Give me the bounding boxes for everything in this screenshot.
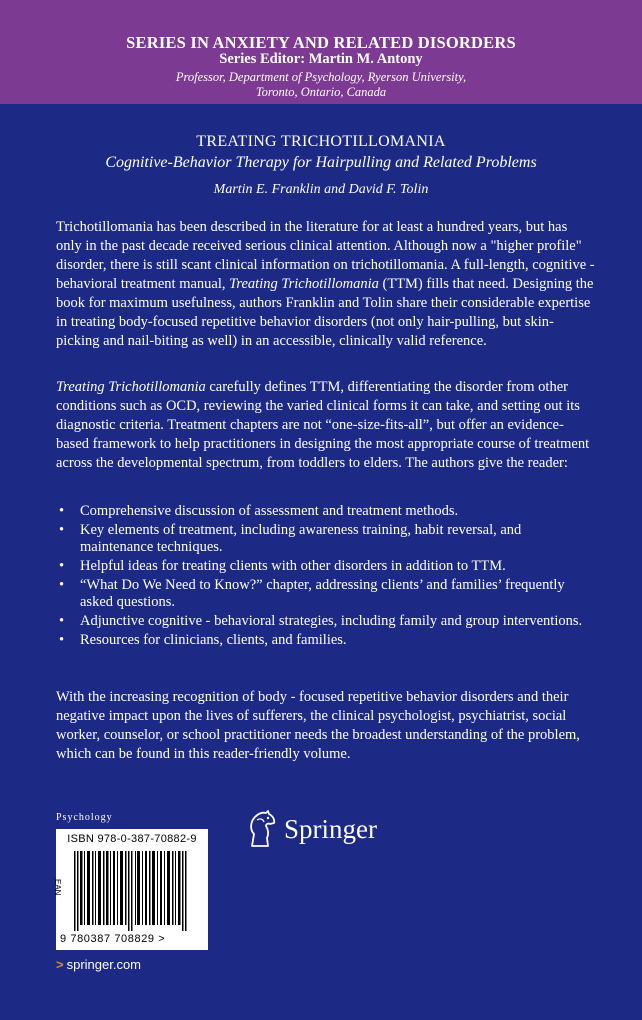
list-item xyxy=(56,503,596,520)
list-item-text: Resources for clinicians, clients, and families. xyxy=(80,632,347,648)
editor-affiliation-line1: Professor, Department of Psychology, Ryerson University, xyxy=(175,70,467,84)
bullet-icon: • xyxy=(59,632,65,648)
description-paragraph-3 xyxy=(56,688,596,764)
editor-affiliation xyxy=(0,70,642,100)
list-item xyxy=(56,577,596,611)
bullet-icon: • xyxy=(59,613,65,629)
website-link[interactable] xyxy=(56,957,141,972)
ean-label: EAN xyxy=(53,879,62,896)
website-text: springer.com xyxy=(66,957,142,972)
list-item-text: Adjunctive cognitive - behavioral strategies, including family and group interventions. xyxy=(80,613,583,629)
series-band xyxy=(0,0,642,104)
p1-book-title: Treating Trichotillomania xyxy=(229,276,379,292)
publisher-logo xyxy=(246,810,377,848)
p1-text-b: (TTM) fills that need. Designing the book for maximum usefulness, authors Franklin and Tolin share their considerable expertise in treating body-focused repetitive behavior disorders (not only hair-pulling, but skin-picking and nail-biting as well) in an accessible, clinically valid reference. xyxy=(56,276,594,349)
book-subtitle: Cognitive-Behavior Therapy for Hairpulling and Related Problems xyxy=(105,154,537,171)
list-item xyxy=(56,558,596,575)
series-editor: Series Editor: Martin M. Antony xyxy=(219,51,423,67)
description-paragraph-1 xyxy=(56,218,596,351)
isbn-text: ISBN 978-0-387-70882-9 xyxy=(67,833,197,845)
p1-text-a: Trichotillomania has been described in the literature for at least a hundred years, but has only in the past decade received serious clinical attention. Although now a "higher profile" disorder, there is still scant clinical information on trichotillomania. A full-length, cognitive - behavioral treatment manual, xyxy=(56,219,595,292)
series-title: SERIES IN ANXIETY AND RELATED DISORDERS xyxy=(126,33,516,52)
p2-text: carefully defines TTM, differentiating the disorder from other conditions such as OCD, reviewing the varied clinical forms it can take, and setting out its diagnostic criteria. Treatment chapters are not “one-size-fits-all”, but offer an evidence-based framework to help practitioners in designing the most appropriate course of treatment across the developmental spectrum, from toddlers to elders. The authors give the reader: xyxy=(56,379,590,471)
category-label: Psychology xyxy=(56,812,113,823)
list-item xyxy=(56,613,596,630)
book-authors: Martin E. Franklin and David F. Tolin xyxy=(213,182,429,197)
list-item xyxy=(56,522,596,556)
bullet-icon: • xyxy=(59,577,65,593)
list-item xyxy=(56,632,596,649)
barcode-number: 9 780387 708829 > xyxy=(60,933,166,945)
publisher-name: Springer xyxy=(284,813,377,844)
bullet-icon: • xyxy=(59,522,65,538)
list-item-text: Helpful ideas for treating clients with other disorders in addition to TTM. xyxy=(80,558,506,574)
p2-book-title: Treating Trichotillomania xyxy=(56,379,206,395)
list-item-text: Key elements of treatment, including awareness training, habit reversal, and maintenance techniques. xyxy=(80,522,522,555)
list-item-text: “What Do We Need to Know?” chapter, addressing clients’ and families’ frequently asked questions. xyxy=(80,577,565,610)
bullet-icon: • xyxy=(59,558,65,574)
chevron-right-icon: > xyxy=(56,957,64,972)
editor-affiliation-line2: Toronto, Ontario, Canada xyxy=(255,85,387,99)
p3-text: With the increasing recognition of body - focused repetitive behavior disorders and their negative impact upon the lives of sufferers, the clinical psychologist, psychiatrist, social worker, counselor, or school practitioner needs the broadest understanding of the problem, which can be found in this reader-friendly volume. xyxy=(56,689,580,762)
bullet-icon: • xyxy=(59,503,65,519)
description-paragraph-2 xyxy=(56,378,596,473)
barcode xyxy=(53,829,208,950)
list-item-text: Comprehensive discussion of assessment and treatment methods. xyxy=(80,503,459,519)
springer-horse-icon xyxy=(246,810,278,848)
barcode-bars xyxy=(74,851,194,931)
feature-list xyxy=(56,503,596,651)
book-title: TREATING TRICHOTILLOMANIA xyxy=(196,133,446,150)
